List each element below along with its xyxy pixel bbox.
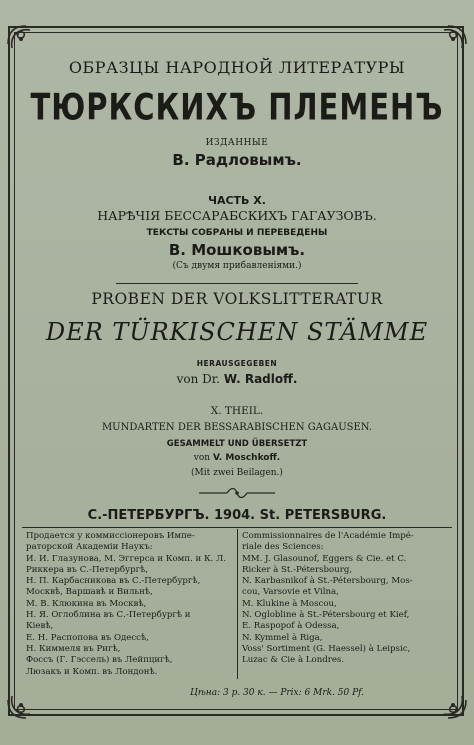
left-column-line: Люзакъ и Комп. въ Лондонѣ.: [26, 666, 158, 677]
left-column-line: Н. Я. Оглоблина въ С.-Петербургѣ и: [26, 610, 191, 621]
right-column-line: Voss' Sortiment (G. Haessel) à Leipsic,: [242, 643, 411, 654]
de-published-by: HERAUSGEGEBEN: [196, 359, 278, 368]
de-title-line1: PROBEN DER VOLKSLITTERATUR: [91, 290, 383, 308]
ru-supplements: (Съ двумя прибавленіями.): [172, 261, 302, 271]
right-column-line: Commissionnaires de l'Académie Impé-: [242, 531, 414, 541]
left-column-line: И. И. Глазунова, М. Эггерса и Комп. и К. Л.: [26, 553, 226, 564]
right-column-line: cou, Varsovie et Vilna,: [242, 587, 339, 598]
right-column-line: Ricker à St.-Pétersbourg,: [242, 564, 353, 575]
column-divider: [237, 529, 238, 679]
ru-part: ЧАСТЬ X.: [208, 194, 266, 207]
de-collected: GESAMMELT UND ÜBERSETZT: [166, 439, 308, 449]
right-column-line: MM. J. Glasounof, Eggers & Cie. et C.: [242, 553, 407, 564]
left-column-line: Кіевѣ,: [26, 621, 54, 632]
price: Цѣна: 3 р. 30 к. — Prix: 6 Mrk. 50 Pf.: [190, 688, 365, 698]
right-column-line: Luzac & Cie à Londres.: [242, 655, 345, 666]
left-column-line: Продается у коммиссіонеровъ Импе-: [26, 531, 195, 541]
corner-ornament-icon: [6, 684, 42, 720]
right-column-line: M. Klukine à Moscou,: [242, 598, 337, 609]
de-editor: W. Radloff.: [223, 372, 298, 386]
right-column-line: riale des Sciences:: [242, 542, 324, 553]
left-column-line: Е. Н. Распопова въ Одессѣ,: [26, 632, 149, 643]
left-column-line: М. В. Клюкина въ Москвѣ,: [26, 598, 147, 609]
left-column-line: Риккера въ С.-Петербургѣ,: [26, 564, 149, 575]
left-column-line: Фоссъ (Г. Гэссель) въ Лейпцигѣ,: [26, 655, 173, 666]
left-column-line: Н. П. Карбасникова въ С.-Петербургѣ,: [26, 576, 201, 587]
de-part: X. THEIL.: [210, 405, 264, 417]
right-column-line: E. Raspopof à Odessa,: [242, 621, 340, 632]
corner-ornament-icon: [432, 24, 468, 60]
top-rule: [22, 527, 452, 528]
flourish-ornament-icon: [197, 487, 277, 499]
right-column-line: N. Oglobline à St.-Pétersbourg et Kief,: [242, 610, 410, 621]
ru-title-line1: ОБРАЗЦЫ НАРОДНОЙ ЛИТЕРАТУРЫ: [68, 58, 406, 77]
right-distributor-list: [242, 531, 452, 667]
divider: [116, 283, 358, 284]
left-column-line: раторской Академіи Наукъ:: [26, 542, 153, 553]
ru-editor: В. Радловымъ.: [172, 151, 302, 169]
de-collector-prefix: von: [193, 453, 211, 463]
left-column-line: Москвѣ, Варшавѣ и Вильнѣ,: [26, 587, 153, 598]
left-column-line: Н. Киммеля въ Ригѣ,: [26, 643, 121, 654]
de-editor-prefix: von Dr.: [176, 372, 220, 386]
de-collector: V. Moschkoff.: [212, 453, 281, 463]
de-dialects: MUNDARTEN DER BESSARABISCHEN GAGAUSEN.: [101, 422, 373, 433]
imprint: С.-ПЕТЕРБУРГЪ. 1904. St. PETERSBURG.: [87, 508, 387, 523]
de-title-line2: DER TÜRKISCHEN STÄMME: [45, 318, 429, 346]
ru-dialects: НАРѢЧІЯ БЕССАРАБСКИХЪ ГАГАУЗОВЪ.: [97, 208, 377, 223]
ru-collector: В. Мошковымъ.: [168, 241, 306, 259]
de-collector-line: [0, 453, 474, 463]
de-editor-line: [0, 372, 474, 386]
left-distributor-list: [26, 531, 234, 678]
de-supplements: (Mit zwei Beilagen.): [191, 468, 283, 478]
ru-published-by: ИЗДАННЫЕ: [205, 138, 269, 148]
right-column-line: N. Kymmel à Riga,: [242, 632, 323, 643]
ru-title-line2: ТЮРКСКИХЪ ПЛЕМЕНЪ: [30, 85, 444, 129]
right-column-line: N. Karbasnikof à St.-Pétersbourg, Mos-: [242, 576, 413, 587]
ru-collected: ТЕКСТЫ СОБРАНЫ И ПЕРЕВЕДЕНЫ: [146, 228, 328, 238]
corner-ornament-icon: [6, 24, 42, 60]
